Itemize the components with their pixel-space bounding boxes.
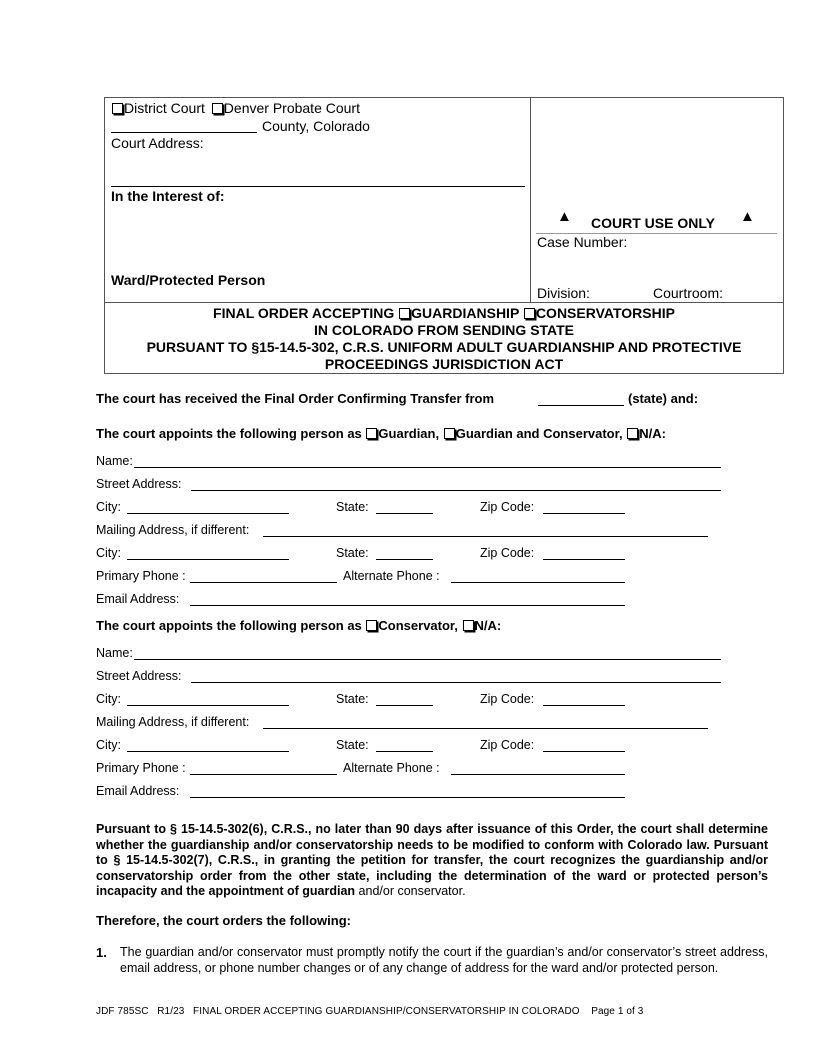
city-label-2b: City: [96, 738, 121, 752]
mailing-line-1[interactable] [263, 536, 708, 537]
city-label-1b: City: [96, 546, 121, 560]
state-label-1b: State: [336, 546, 369, 560]
alternate-phone-line-2[interactable] [451, 774, 625, 775]
appoint-conservator-row [96, 618, 501, 633]
guardian-conservator-checkbox[interactable] [444, 428, 455, 439]
denver-probate-checkbox[interactable] [212, 103, 223, 114]
district-court-checkbox[interactable] [112, 103, 123, 114]
ward-label: Ward/Protected Person [111, 272, 266, 288]
state-label-2b: State: [336, 738, 369, 752]
state-line-1[interactable] [376, 513, 433, 514]
county-label: County, Colorado [262, 118, 370, 134]
zip-line-2b[interactable] [543, 751, 625, 752]
appoint1-na-checkbox[interactable] [627, 428, 638, 439]
caption-horizontal-divider [104, 302, 784, 303]
appoint2-na-checkbox[interactable] [463, 620, 474, 631]
name-line-2[interactable] [134, 659, 721, 660]
street-label-1: Street Address: [96, 477, 182, 491]
city-line-1[interactable] [127, 513, 289, 514]
county-blank-line[interactable] [111, 132, 257, 133]
state-line-1b[interactable] [376, 559, 433, 560]
email-line-2[interactable] [190, 797, 625, 798]
appoint2-text: The court appoints the following person as [96, 618, 366, 633]
title-line1-text: FINAL ORDER ACCEPTING [213, 305, 399, 321]
name-label-2: Name: [96, 646, 133, 660]
district-court-label: District Court [124, 100, 205, 116]
division-label: Division: [537, 285, 590, 301]
item1-number: 1. [96, 945, 107, 960]
appoint2-na-label: N/A: [474, 618, 502, 633]
email-label-2: Email Address: [96, 784, 180, 798]
court-address-line[interactable] [111, 186, 525, 187]
title-guardianship-checkbox[interactable] [399, 308, 410, 319]
street-label-2: Street Address: [96, 669, 182, 683]
conservator-label: Conservator, [378, 618, 462, 633]
court-address-label: Court Address: [111, 135, 204, 151]
state-line-2b[interactable] [376, 751, 433, 752]
court-type-row [111, 100, 360, 116]
email-line-1[interactable] [190, 605, 625, 606]
pursuant-paragraph [96, 822, 768, 900]
mailing-label-2: Mailing Address, if different: [96, 715, 250, 729]
alternate-phone-label-2: Alternate Phone : [343, 761, 440, 775]
up-arrow-left-icon: ▲ [557, 208, 572, 225]
appoint1-text: The court appoints the following person as [96, 426, 366, 441]
name-label-1: Name: [96, 454, 133, 468]
city-line-1b[interactable] [127, 559, 289, 560]
state-line-2[interactable] [376, 705, 433, 706]
alternate-phone-label-1: Alternate Phone : [343, 569, 440, 583]
interest-of-label: In the Interest of: [111, 188, 225, 204]
therefore-label: Therefore, the court orders the following: [96, 913, 351, 928]
received-label: The court has received the Final Order Confirming Transfer from [96, 391, 495, 406]
guardian-checkbox[interactable] [366, 428, 377, 439]
zip-label-1b: Zip Code: [480, 546, 535, 560]
title-line4: PROCEEDINGS JURISDICTION ACT [324, 356, 564, 372]
mailing-line-2[interactable] [263, 728, 708, 729]
title-conservatorship-checkbox[interactable] [524, 308, 535, 319]
guardian-label: Guardian, [378, 426, 443, 441]
state-label-2: State: [336, 692, 369, 706]
primary-phone-line-2[interactable] [190, 774, 337, 775]
court-use-only-label: COURT USE ONLY [591, 215, 715, 231]
primary-phone-label-1: Primary Phone : [96, 569, 186, 583]
zip-label-2b: Zip Code: [480, 738, 535, 752]
street-line-2[interactable] [191, 682, 721, 683]
name-line-1[interactable] [134, 467, 721, 468]
form-title [104, 305, 784, 373]
alternate-phone-line-1[interactable] [451, 582, 625, 583]
state-label-1: State: [336, 500, 369, 514]
city-line-2[interactable] [127, 705, 289, 706]
case-number-label: Case Number: [537, 234, 628, 250]
up-arrow-right-icon: ▲ [740, 208, 755, 225]
title-line3: PURSUANT TO §15-14.5-302, C.R.S. UNIFORM ADULT GUARDIANSHIP AND PROTECTIVE [146, 339, 742, 355]
courtroom-label: Courtroom: [653, 285, 724, 301]
title-line2: IN COLORADO FROM SENDING STATE [313, 322, 575, 338]
primary-phone-line-1[interactable] [190, 582, 337, 583]
appoint-guardian-row [96, 426, 666, 441]
zip-line-1b[interactable] [543, 559, 625, 560]
mailing-label-1: Mailing Address, if different: [96, 523, 250, 537]
appoint1-na-label: N/A: [639, 426, 666, 441]
denver-probate-label: Denver Probate Court [223, 100, 360, 116]
item1-text: The guardian and/or conservator must promptly notify the court if the guardian’s and/or conservator’s street address, email address, or phone number changes or of any change of address for the ward and/or protected person. [120, 945, 768, 975]
caption-vertical-divider [530, 97, 531, 302]
received-state-suffix: (state) and: [628, 391, 699, 406]
city-label-1: City: [96, 500, 121, 514]
zip-line-2[interactable] [543, 705, 625, 706]
zip-label-2: Zip Code: [480, 692, 535, 706]
zip-label-1: Zip Code: [480, 500, 535, 514]
title-guardianship-label: GUARDIANSHIP [411, 305, 523, 321]
conservator-checkbox[interactable] [366, 620, 377, 631]
primary-phone-label-2: Primary Phone : [96, 761, 186, 775]
title-conservatorship-label: CONSERVATORSHIP [535, 305, 675, 321]
email-label-1: Email Address: [96, 592, 180, 606]
guardian-conservator-label: Guardian and Conservator, [455, 426, 627, 441]
city-label-2: City: [96, 692, 121, 706]
pursuant-normal-text: and/or conservator. [355, 884, 466, 898]
city-line-2b[interactable] [127, 751, 289, 752]
footer: JDF 785SC R1/23 FINAL ORDER ACCEPTING GUARDIANSHIP/CONSERVATORSHIP IN COLORADO Page 1 of 3 [96, 1006, 644, 1017]
street-line-1[interactable] [191, 490, 721, 491]
received-state-line[interactable] [538, 405, 624, 406]
zip-line-1[interactable] [543, 513, 625, 514]
pursuant-bold-text: Pursuant to § 15-14.5-302(6), C.R.S., no later than 90 days after issuance of this Order, the court shall determine whether the guardianship and/or conservatorship needs to be modified to conform with Colorado law. Pursuant to § 15-14.5-302(7), C.R.S., in granting the petition for transfer, the court recognizes the guardianship and/or conservatorship order from the other state, including the determination of the ward or protected person’s incapacity and the appointment of guardian [96, 822, 768, 898]
